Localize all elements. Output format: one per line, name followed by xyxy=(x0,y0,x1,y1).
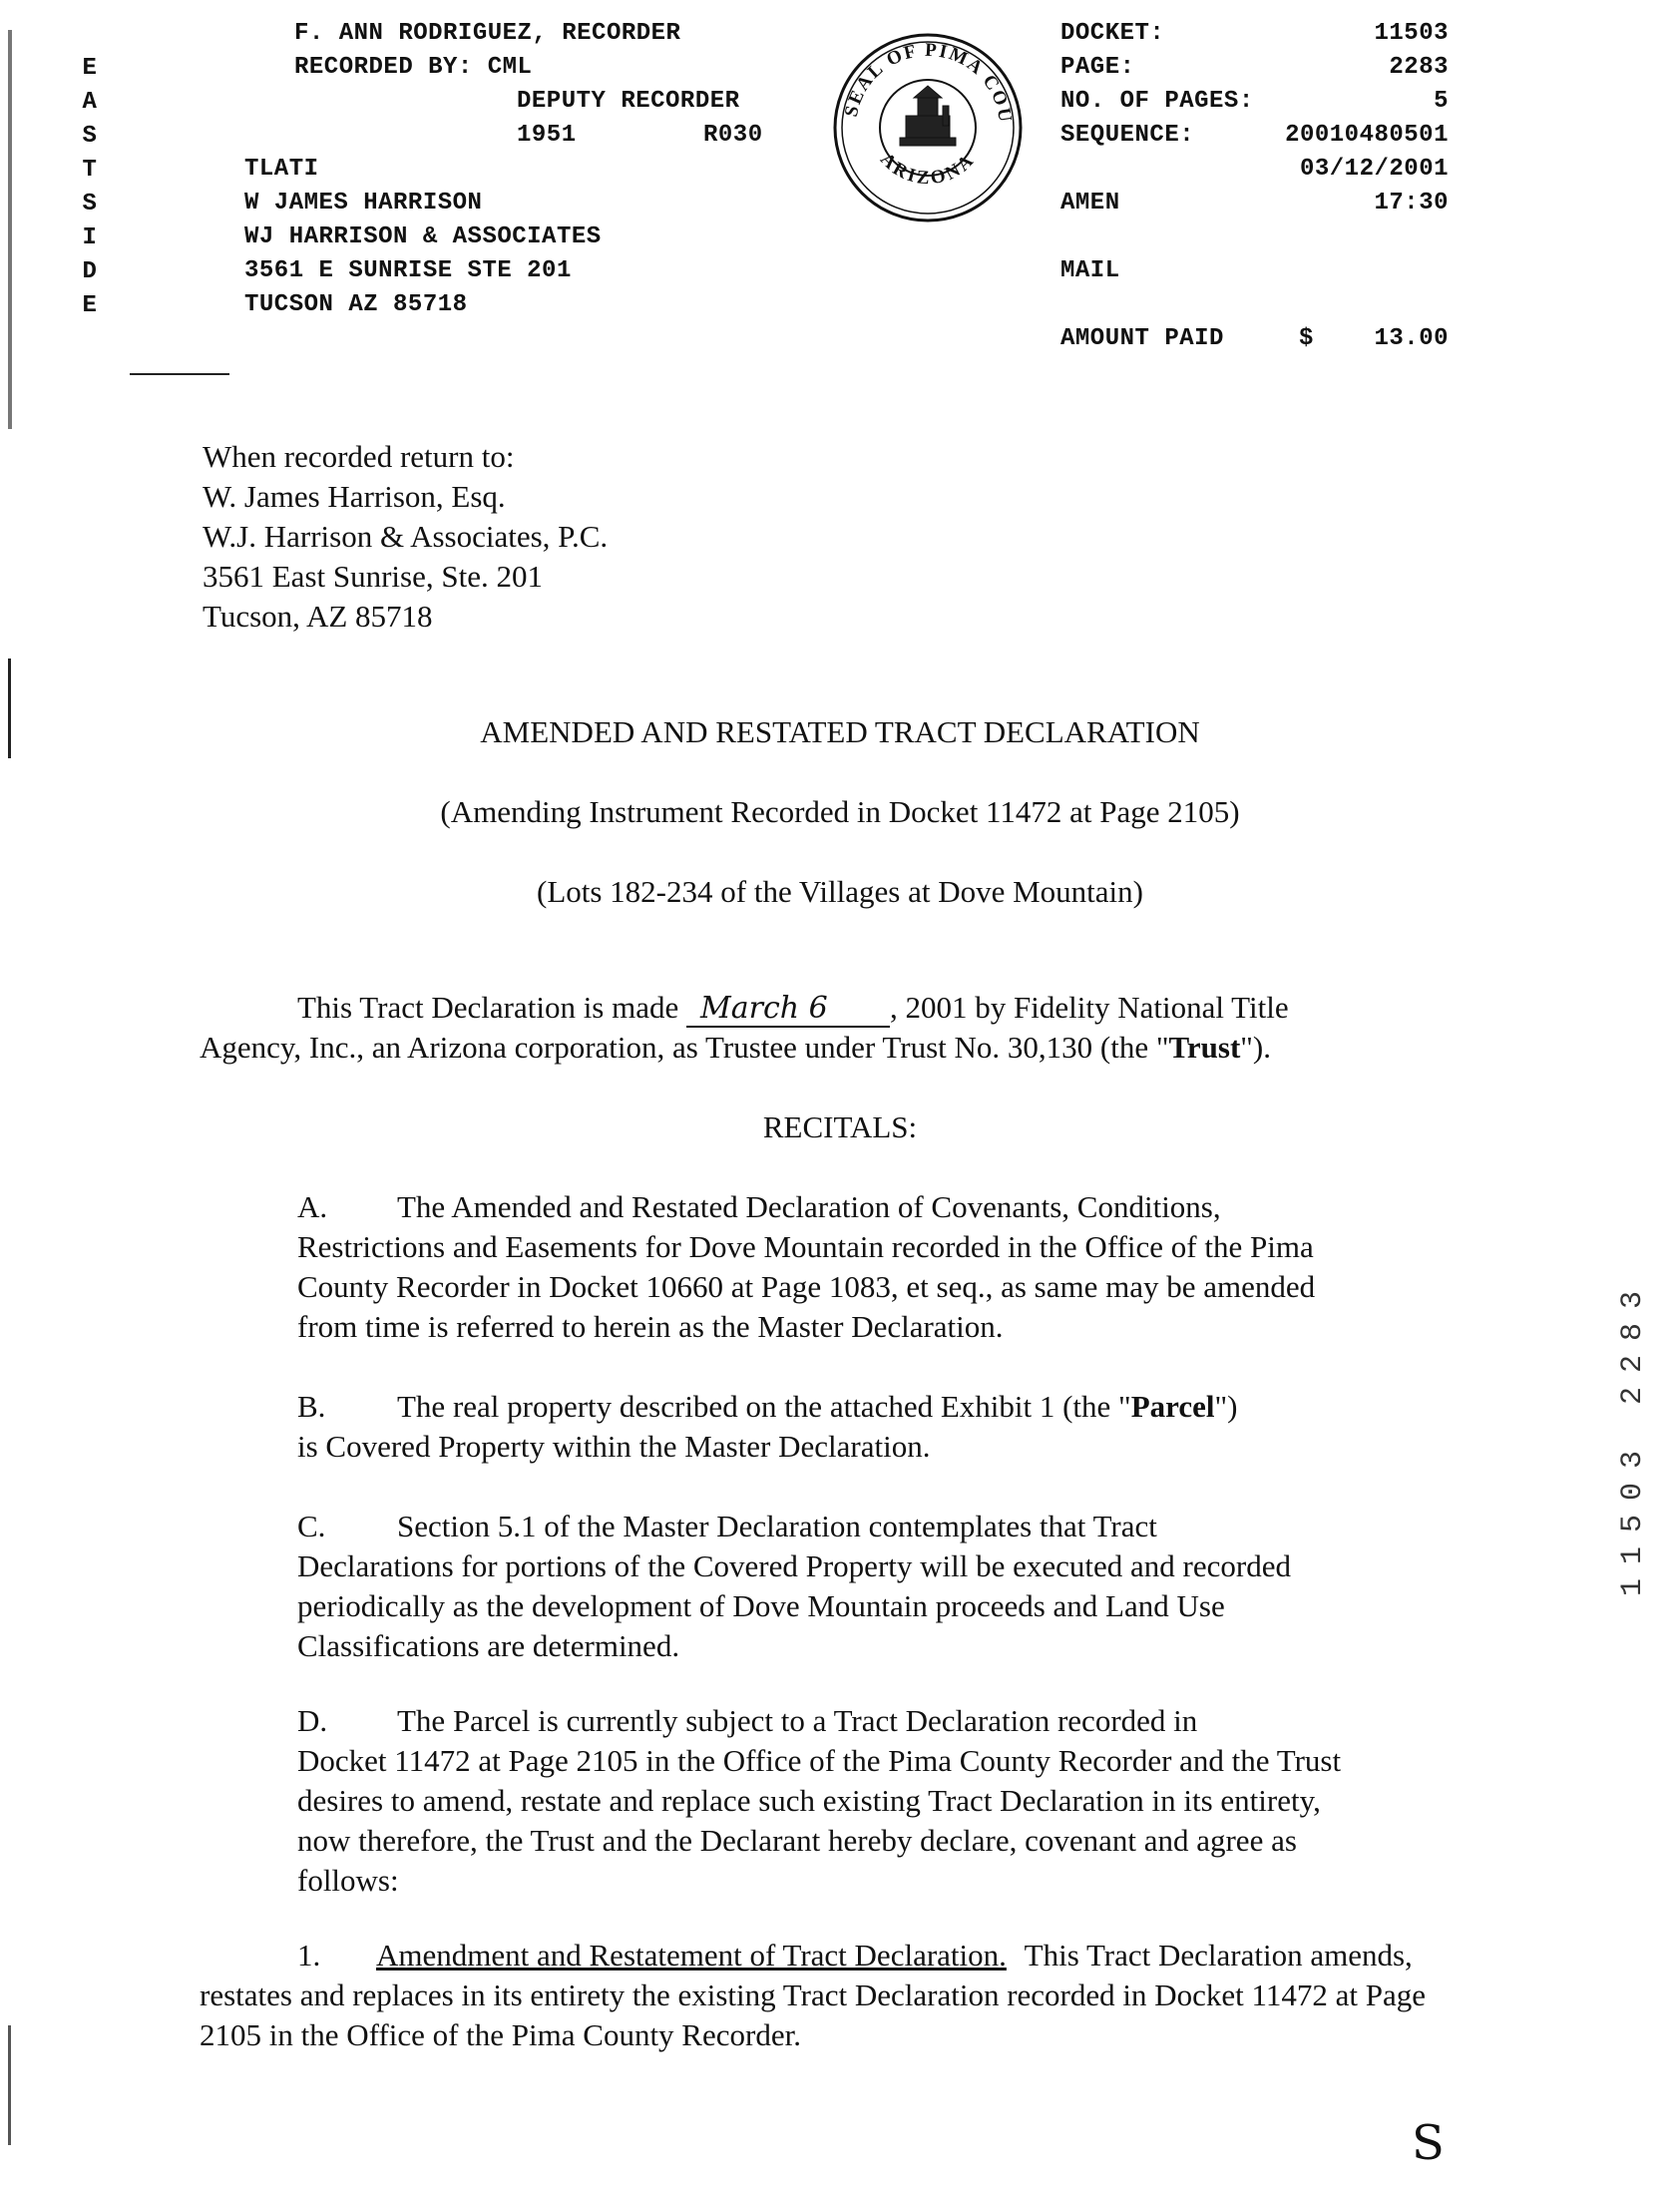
return-to-line: Tucson, AZ 85718 xyxy=(203,599,433,634)
requestor-line: TUCSON AZ 85718 xyxy=(244,291,468,318)
recital-c-first xyxy=(297,1507,1157,1546)
recital-text: Section 5.1 of the Master Declaration contemplates that Tract xyxy=(397,1509,1157,1543)
recital-text: Classifications are determined. xyxy=(297,1628,680,1663)
pages-value: 5 xyxy=(1434,88,1449,115)
document-subtitle: (Amending Instrument Recorded in Docket 11472 at Page 2105) xyxy=(440,794,1240,829)
vertical-letter: A xyxy=(82,89,98,116)
recorder-code-1: 1951 xyxy=(517,122,577,149)
recital-text: Restrictions and Easements for Dove Mountain recorded in the Office of the Pima xyxy=(297,1229,1314,1264)
intro-line-2 xyxy=(200,1030,1271,1066)
vertical-letter: I xyxy=(82,224,98,251)
section-text: This Tract Declaration amends, xyxy=(1024,1938,1413,1972)
recital-text: from time is referred to herein as the Master Declaration. xyxy=(297,1309,1004,1344)
intro-text: "). xyxy=(1240,1030,1271,1065)
page-value: 2283 xyxy=(1389,54,1449,81)
docket-value: 11503 xyxy=(1374,20,1449,47)
defined-term: Trust xyxy=(1168,1030,1241,1065)
recital-text: periodically as the development of Dove Mountain proceeds and Land Use xyxy=(297,1588,1225,1623)
vertical-letter: D xyxy=(82,258,98,285)
vertical-letter: E xyxy=(82,292,98,319)
recital-text: Declarations for portions of the Covered Property will be executed and recorded xyxy=(297,1548,1291,1583)
seal-emblem-icon xyxy=(900,86,956,146)
recital-letter: D. xyxy=(297,1703,328,1738)
recital-text: County Recorder in Docket 10660 at Page 1083, et seq., as same may be amended xyxy=(297,1269,1316,1304)
requestor-line: 3561 E SUNRISE STE 201 xyxy=(244,257,572,284)
recital-text: desires to amend, restate and replace such existing Tract Declaration in its entirety, xyxy=(297,1783,1321,1818)
document-subtitle: (Lots 182-234 of the Villages at Dove Mountain) xyxy=(537,874,1143,909)
section-heading: Amendment and Restatement of Tract Declaration. xyxy=(376,1938,1007,1972)
deputy-recorder: DEPUTY RECORDER xyxy=(517,88,740,115)
requestor-line: WJ HARRISON & ASSOCIATES xyxy=(244,223,602,250)
recital-letter: B. xyxy=(297,1389,326,1424)
section-text: restates and replaces in its entirety the existing Tract Declaration recorded in Docket 11472 at Page xyxy=(200,1977,1426,2012)
return-to-line: When recorded return to: xyxy=(203,439,515,474)
return-to-line: W. James Harrison, Esq. xyxy=(203,479,506,514)
requestor-line: TLATI xyxy=(244,156,319,183)
section-text: 2105 in the Office of the Pima County Recorder. xyxy=(200,2017,801,2052)
sequence-value: 20010480501 xyxy=(1285,122,1449,149)
intro-line-1 xyxy=(297,990,1289,1028)
amount-paid-label: AMOUNT PAID xyxy=(1060,325,1224,352)
recital-letter: A. xyxy=(297,1189,328,1224)
section-number: 1. xyxy=(297,1938,321,1972)
return-to-line: W.J. Harrison & Associates, P.C. xyxy=(203,519,609,554)
vertical-letter: S xyxy=(82,191,98,218)
recital-text: The real property described on the attached Exhibit 1 (the " xyxy=(397,1389,1131,1424)
recital-d-first xyxy=(297,1701,1198,1741)
recorded-by: RECORDED BY: CML xyxy=(294,54,533,81)
recorder-name: F. ANN RODRIGUEZ, RECORDER xyxy=(294,20,681,47)
recital-letter: C. xyxy=(297,1509,326,1543)
page-label: PAGE: xyxy=(1060,54,1135,81)
eastside-vertical-label xyxy=(80,52,100,323)
recital-b-first xyxy=(297,1387,1238,1427)
handwritten-date: March 6 xyxy=(686,991,890,1028)
seal-top-text: SEAL OF PIMA COU xyxy=(840,39,1017,126)
recital-a-first xyxy=(297,1187,1221,1227)
recital-text: The Amended and Restated Declaration of Covenants, Conditions, xyxy=(397,1189,1221,1224)
amen-label: AMEN xyxy=(1060,190,1120,217)
mail-label: MAIL xyxy=(1060,257,1120,284)
recorder-code-2: R030 xyxy=(703,122,763,149)
recitals-heading: RECITALS: xyxy=(762,1109,918,1144)
scan-edge-mark xyxy=(8,2025,11,2145)
stamp-underline xyxy=(130,373,229,375)
document-title: AMENDED AND RESTATED TRACT DECLARATION xyxy=(480,714,1200,749)
amount-paid-value: 13.00 xyxy=(1374,325,1449,352)
pima-county-seal xyxy=(828,28,1028,227)
requestor-line: W JAMES HARRISON xyxy=(244,190,483,217)
seal-bottom-text: ARIZONA xyxy=(876,149,980,190)
defined-term: Parcel xyxy=(1130,1389,1215,1424)
vertical-letter: S xyxy=(82,123,98,150)
recording-time: 17:30 xyxy=(1374,190,1449,217)
margin-docket-stamp: 11503 2283 xyxy=(1616,1276,1650,1596)
recital-text: now therefore, the Trust and the Declarant hereby declare, covenant and agree as xyxy=(297,1823,1297,1858)
return-to-line: 3561 East Sunrise, Ste. 201 xyxy=(203,559,543,594)
recording-date: 03/12/2001 xyxy=(1299,156,1449,183)
vertical-letter: E xyxy=(82,55,98,82)
recital-text: The Parcel is currently subject to a Tract Declaration recorded in xyxy=(397,1703,1198,1738)
recital-text: is Covered Property within the Master Declaration. xyxy=(297,1429,931,1464)
docket-label: DOCKET: xyxy=(1060,20,1165,47)
recital-text: follows: xyxy=(297,1863,399,1898)
recital-text: Docket 11472 at Page 2105 in the Office of the Pima County Recorder and the Trust xyxy=(297,1743,1342,1778)
svg-text:ARIZONA xyxy=(876,149,980,189)
vertical-letter: T xyxy=(82,157,98,184)
section-1-line-1 xyxy=(297,1938,1413,1973)
sequence-label: SEQUENCE: xyxy=(1060,122,1195,149)
scan-edge-mark xyxy=(8,30,12,429)
intro-text: , 2001 by Fidelity National Title xyxy=(890,990,1289,1025)
intro-text: Agency, Inc., an Arizona corporation, as Trustee under Trust No. 30,130 (the " xyxy=(200,1030,1169,1065)
recital-text: ") xyxy=(1214,1389,1238,1424)
page-initial: S xyxy=(1412,2115,1445,2171)
pages-label: NO. OF PAGES: xyxy=(1060,88,1254,115)
amount-currency: $ xyxy=(1299,325,1314,352)
intro-text: This Tract Declaration is made xyxy=(297,990,679,1025)
